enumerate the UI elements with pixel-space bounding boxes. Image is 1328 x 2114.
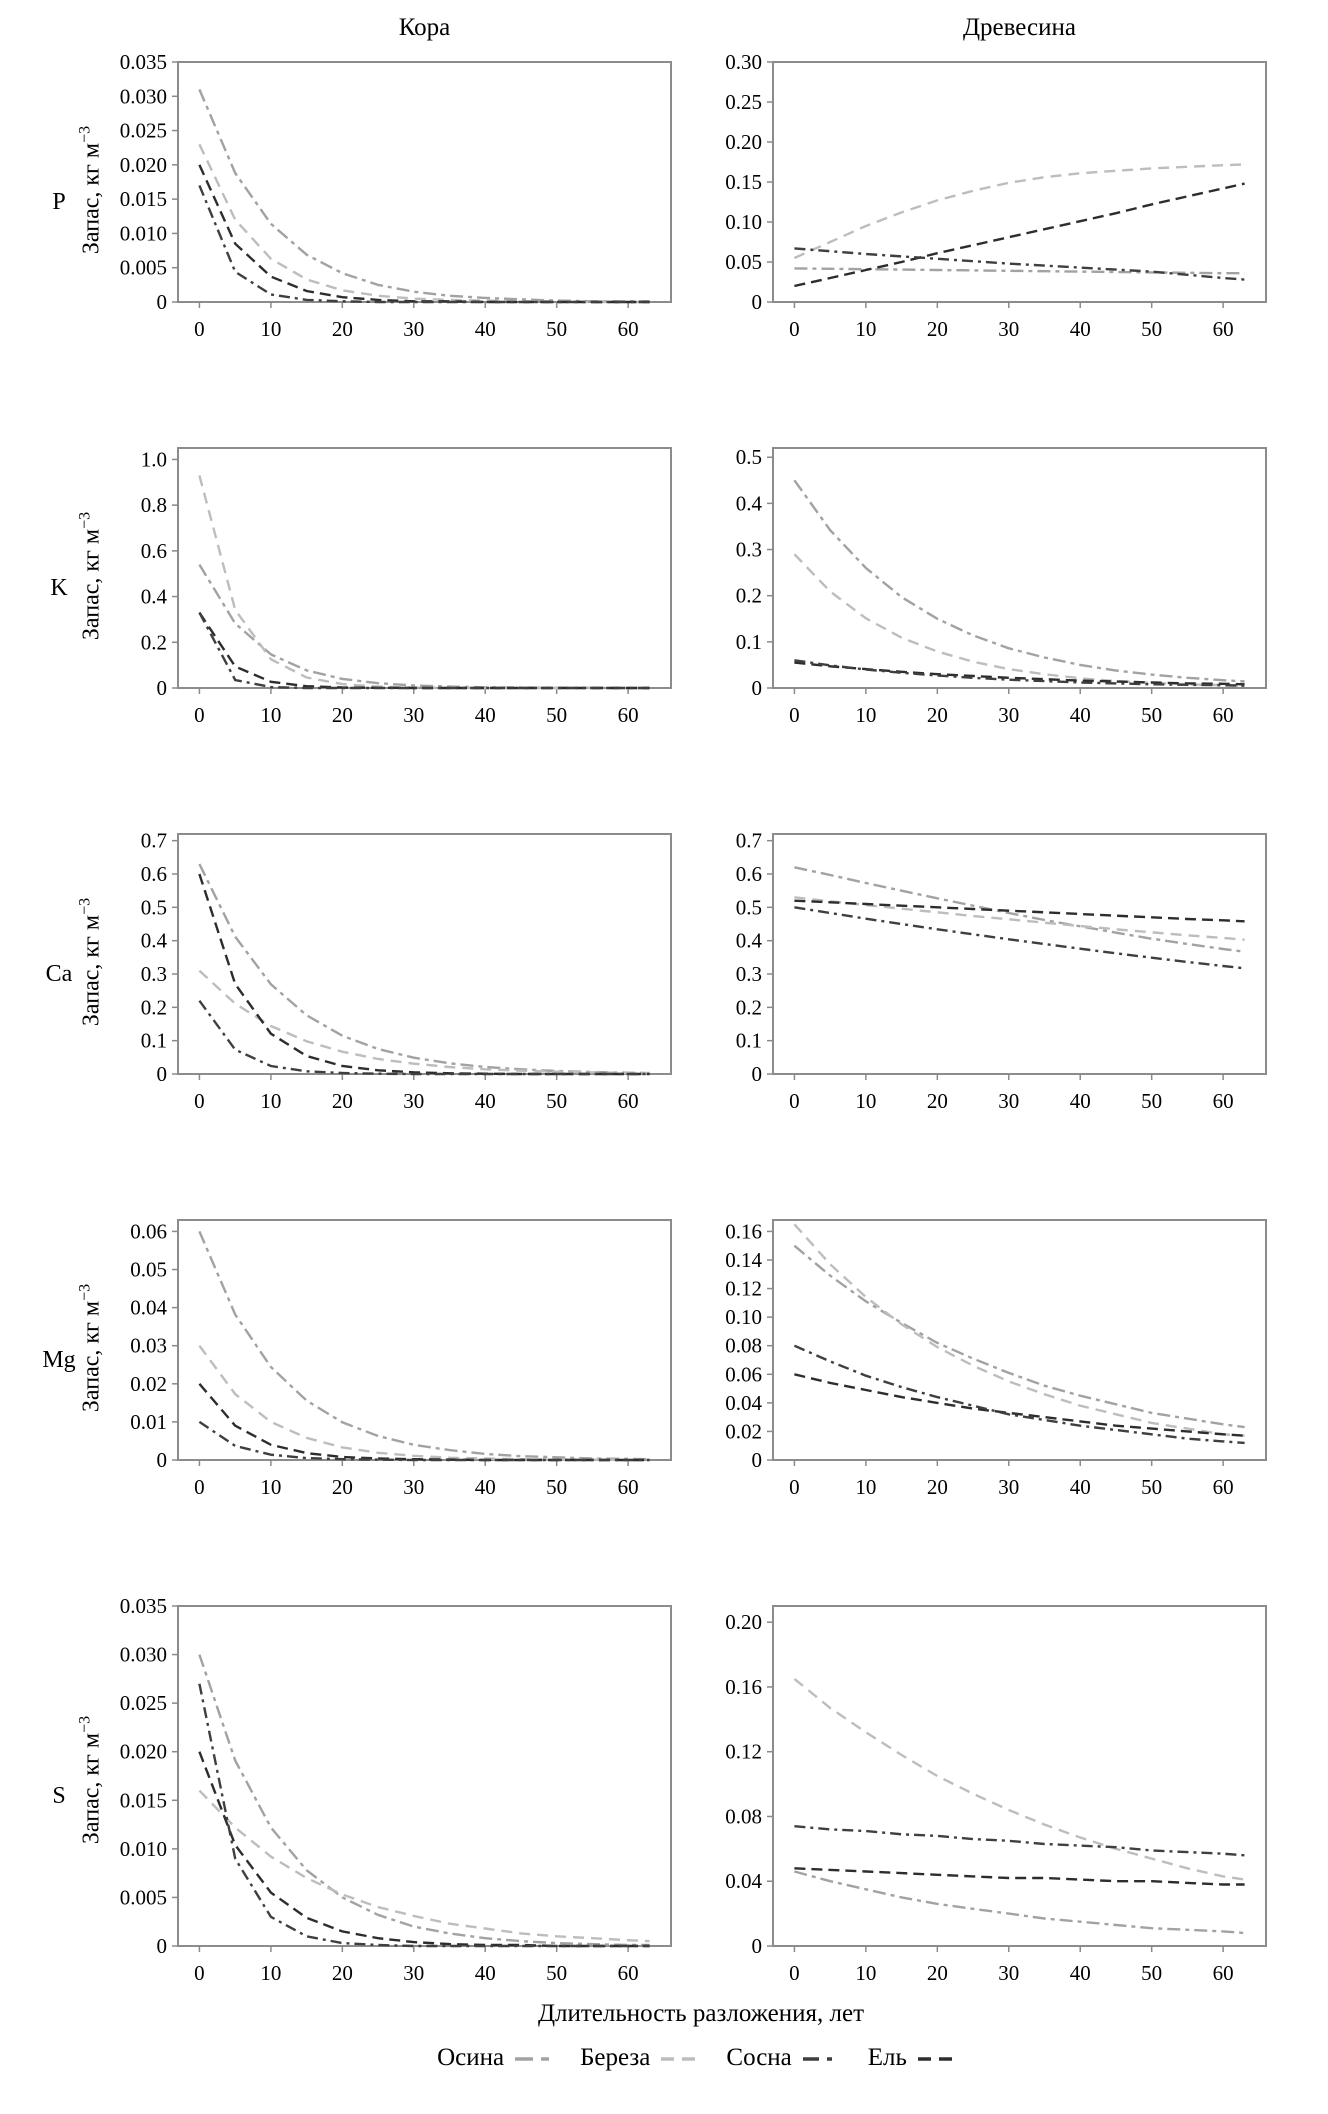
y-tick-label: 0.08 xyxy=(725,1804,762,1829)
legend-label-aspen: Осина xyxy=(437,2044,505,2071)
x-tick-label: 10 xyxy=(855,317,877,341)
y-tick-label: 0.4 xyxy=(735,928,762,953)
y-axis-label-text: Запас, кг м xyxy=(78,529,105,641)
y-axis-label-exponent: −3 xyxy=(76,1284,94,1302)
y-tick-label: 0.5 xyxy=(735,445,762,470)
plot-border xyxy=(178,834,671,1074)
y-tick-label: 0.05 xyxy=(130,1257,167,1282)
row-label-s: S xyxy=(52,1782,66,1809)
y-tick-label: 0.2 xyxy=(735,995,762,1020)
x-tick-label: 20 xyxy=(331,1089,353,1113)
legend-line-aspen xyxy=(514,2051,562,2065)
x-tick-label: 40 xyxy=(474,703,496,727)
y-tick-label: 0.7 xyxy=(735,828,762,853)
series-pine xyxy=(199,1684,649,1946)
y-tick-label: 0 xyxy=(156,1448,167,1472)
plot-border xyxy=(773,1220,1266,1460)
y-tick-label: 0.12 xyxy=(725,1276,762,1301)
x-tick-label: 20 xyxy=(331,1961,353,1985)
y-tick-label: 0 xyxy=(751,1448,762,1472)
series-pine xyxy=(794,1826,1244,1855)
y-tick-label: 0 xyxy=(751,290,762,314)
series-birch xyxy=(794,1224,1244,1435)
column-titles xyxy=(106,14,1328,54)
x-tick-label: 10 xyxy=(855,1961,877,1985)
series-spruce xyxy=(199,874,649,1074)
y-axis-label xyxy=(77,898,106,1026)
series-birch xyxy=(199,475,649,688)
plot-row-k xyxy=(42,440,1328,736)
x-tick-label: 40 xyxy=(1069,1961,1091,1985)
x-tick-label: 50 xyxy=(1141,1475,1163,1499)
y-tick-label: 0.005 xyxy=(119,255,167,280)
x-tick-label: 40 xyxy=(1069,703,1091,727)
series-birch xyxy=(199,144,649,302)
x-tick-label: 60 xyxy=(1212,317,1234,341)
y-tick-label: 0.020 xyxy=(119,152,167,177)
x-tick-label: 30 xyxy=(403,703,425,727)
series-aspen xyxy=(199,864,649,1073)
y-axis-label-wrap xyxy=(76,440,106,736)
plot-ca-wood xyxy=(701,826,1276,1122)
y-tick-label: 0 xyxy=(156,1062,167,1086)
x-tick-label: 50 xyxy=(546,1089,568,1113)
plot-p-wood xyxy=(701,54,1276,350)
x-tick-label: 30 xyxy=(998,703,1020,727)
x-tick-label: 30 xyxy=(403,1089,425,1113)
y-tick-label: 0 xyxy=(156,290,167,314)
plot-border xyxy=(773,1606,1266,1946)
x-tick-label: 0 xyxy=(789,703,800,727)
y-tick-label: 0.1 xyxy=(735,629,762,654)
x-tick-label: 60 xyxy=(617,1475,639,1499)
x-tick-label: 0 xyxy=(194,1961,205,1985)
row-label-ca: Ca xyxy=(45,960,73,987)
y-tick-label: 0.08 xyxy=(725,1333,762,1358)
y-tick-label: 0.04 xyxy=(725,1390,762,1415)
x-tick-label: 0 xyxy=(789,1475,800,1499)
legend xyxy=(106,2044,1296,2072)
y-tick-label: 0.2 xyxy=(735,583,762,608)
y-tick-label: 0.25 xyxy=(725,90,762,114)
y-tick-label: 0.025 xyxy=(119,118,167,143)
series-aspen xyxy=(199,89,649,301)
y-tick-label: 0.020 xyxy=(119,1739,167,1764)
y-tick-label: 0 xyxy=(156,1934,167,1958)
y-tick-label: 0.5 xyxy=(140,895,167,920)
y-tick-label: 0.3 xyxy=(735,537,762,562)
series-spruce xyxy=(199,165,649,302)
y-tick-label: 0 xyxy=(751,676,762,700)
x-tick-label: 50 xyxy=(1141,1961,1163,1985)
y-tick-label: 0.20 xyxy=(725,130,762,154)
plot-k-wood xyxy=(701,440,1276,736)
series-aspen xyxy=(199,565,649,688)
y-tick-label: 0.05 xyxy=(725,250,762,274)
series-pine xyxy=(794,907,1244,968)
plot-border xyxy=(773,834,1266,1074)
series-pine xyxy=(199,1001,649,1074)
y-axis-label xyxy=(77,1284,106,1412)
x-tick-label: 30 xyxy=(998,1089,1020,1113)
x-tick-label: 20 xyxy=(926,1475,948,1499)
x-tick-label: 40 xyxy=(1069,317,1091,341)
series-spruce xyxy=(794,1868,1244,1884)
series-spruce xyxy=(199,1752,649,1946)
x-tick-label: 50 xyxy=(1141,317,1163,341)
y-axis-label-text: Запас, кг м xyxy=(78,915,105,1027)
x-tick-label: 10 xyxy=(260,317,282,341)
series-aspen xyxy=(199,1655,649,1945)
x-tick-label: 10 xyxy=(855,1475,877,1499)
plot-mg-wood xyxy=(701,1212,1276,1508)
plot-row-mg xyxy=(42,1212,1328,1508)
x-tick-label: 10 xyxy=(260,1961,282,1985)
x-tick-label: 60 xyxy=(617,317,639,341)
x-tick-label: 50 xyxy=(1141,703,1163,727)
series-pine xyxy=(794,1346,1244,1443)
y-tick-label: 0.4 xyxy=(140,928,167,953)
y-tick-label: 0.10 xyxy=(725,210,762,234)
series-aspen xyxy=(794,1246,1244,1427)
plot-s-wood xyxy=(701,1598,1276,1994)
legend-line-spruce xyxy=(917,2051,965,2065)
plot-s-bark xyxy=(106,1598,681,1994)
series-birch xyxy=(794,164,1244,258)
y-tick-label: 0 xyxy=(751,1934,762,1958)
x-tick-label: 60 xyxy=(617,1089,639,1113)
plot-ca-bark xyxy=(106,826,681,1122)
y-tick-label: 0.015 xyxy=(119,187,167,212)
x-tick-label: 30 xyxy=(998,1961,1020,1985)
y-axis-label-exponent: −3 xyxy=(76,512,94,530)
y-tick-label: 0 xyxy=(751,1062,762,1086)
x-axis-label: Длительность разложения, лет xyxy=(537,2000,865,2027)
y-tick-label: 0.16 xyxy=(725,1219,762,1244)
x-tick-label: 50 xyxy=(546,703,568,727)
column-title-bark: Кора xyxy=(398,14,451,41)
y-axis-label-exponent: −3 xyxy=(76,898,94,916)
y-tick-label: 0.06 xyxy=(130,1219,167,1244)
y-axis-label-wrap xyxy=(76,1598,106,1994)
x-tick-label: 60 xyxy=(1212,1089,1234,1113)
figure xyxy=(42,14,1328,2072)
y-tick-label: 0.2 xyxy=(140,995,167,1020)
x-tick-label: 20 xyxy=(926,1961,948,1985)
y-tick-label: 0.20 xyxy=(725,1610,762,1635)
y-axis-label-text: Запас, кг м xyxy=(78,1733,105,1845)
x-tick-label: 40 xyxy=(474,1089,496,1113)
x-tick-label: 60 xyxy=(1212,703,1234,727)
x-tick-label: 0 xyxy=(789,1089,800,1113)
y-axis-label-exponent: −3 xyxy=(76,1716,94,1734)
y-tick-label: 0.010 xyxy=(119,1836,167,1861)
x-tick-label: 20 xyxy=(926,703,948,727)
x-tick-label: 40 xyxy=(474,1475,496,1499)
plot-border xyxy=(178,62,671,302)
x-tick-label: 50 xyxy=(546,1475,568,1499)
y-tick-label: 0.6 xyxy=(140,538,167,563)
y-tick-label: 0.005 xyxy=(119,1885,167,1910)
plot-grid xyxy=(42,54,1328,1994)
y-tick-label: 0 xyxy=(156,676,167,700)
row-label-p: P xyxy=(52,188,66,215)
y-axis-label-exponent: −3 xyxy=(76,126,94,144)
y-tick-label: 0.10 xyxy=(725,1305,762,1330)
y-tick-label: 0.12 xyxy=(725,1739,762,1764)
x-tick-label: 50 xyxy=(546,1961,568,1985)
series-pine xyxy=(794,660,1244,685)
y-tick-label: 0.02 xyxy=(130,1371,167,1396)
series-pine xyxy=(199,1422,649,1460)
y-tick-label: 0.5 xyxy=(735,895,762,920)
series-spruce xyxy=(794,1374,1244,1435)
y-tick-label: 0.6 xyxy=(735,862,762,886)
y-tick-label: 0.8 xyxy=(140,493,167,518)
y-tick-label: 0.14 xyxy=(725,1248,762,1272)
x-tick-label: 30 xyxy=(403,317,425,341)
series-birch xyxy=(794,554,1244,686)
legend-item-spruce xyxy=(868,2044,965,2072)
y-tick-label: 0.035 xyxy=(119,1598,167,1618)
y-tick-label: 0.30 xyxy=(725,54,762,74)
legend-label-pine: Сосна xyxy=(726,2044,792,2071)
y-tick-label: 0.16 xyxy=(725,1674,762,1699)
series-pine xyxy=(199,185,649,302)
y-tick-label: 0.010 xyxy=(119,221,167,246)
y-axis-label-text: Запас, кг м xyxy=(78,143,105,255)
series-birch xyxy=(199,1791,649,1942)
y-axis-label xyxy=(77,126,106,254)
legend-line-pine xyxy=(802,2051,850,2065)
y-tick-label: 0.15 xyxy=(725,170,762,194)
plot-p-bark xyxy=(106,54,681,350)
series-aspen xyxy=(199,1231,649,1459)
plot-row-p xyxy=(42,54,1328,350)
series-aspen xyxy=(794,867,1244,951)
y-tick-label: 0.01 xyxy=(130,1409,167,1434)
x-tick-label: 20 xyxy=(331,1475,353,1499)
y-axis-label xyxy=(77,512,106,640)
x-tick-label: 30 xyxy=(403,1475,425,1499)
y-tick-label: 0.030 xyxy=(119,1642,167,1667)
series-pine xyxy=(794,248,1244,279)
y-tick-label: 0.2 xyxy=(140,630,167,655)
x-tick-label: 60 xyxy=(617,1961,639,1985)
y-tick-label: 0.03 xyxy=(130,1333,167,1358)
legend-item-birch xyxy=(580,2044,708,2072)
y-tick-label: 0.015 xyxy=(119,1788,167,1813)
x-tick-label: 20 xyxy=(331,703,353,727)
plot-mg-bark xyxy=(106,1212,681,1508)
series-aspen xyxy=(794,480,1244,681)
x-tick-label: 20 xyxy=(926,317,948,341)
plot-border xyxy=(178,448,671,688)
x-tick-label: 30 xyxy=(998,317,1020,341)
y-tick-label: 0.04 xyxy=(130,1295,167,1320)
legend-item-aspen xyxy=(437,2044,562,2072)
row-label-mg: Mg xyxy=(42,1346,76,1373)
x-tick-label: 0 xyxy=(194,703,205,727)
legend-label-spruce: Ель xyxy=(867,2044,907,2071)
y-axis-label-text: Запас, кг м xyxy=(78,1301,105,1413)
x-tick-label: 10 xyxy=(855,1089,877,1113)
x-tick-label: 10 xyxy=(260,703,282,727)
x-tick-label: 50 xyxy=(546,317,568,341)
x-tick-label: 40 xyxy=(474,1961,496,1985)
x-tick-label: 40 xyxy=(1069,1089,1091,1113)
x-tick-label: 60 xyxy=(617,703,639,727)
y-tick-label: 0.7 xyxy=(140,828,167,853)
y-tick-label: 0.1 xyxy=(140,1028,167,1053)
y-tick-label: 0.4 xyxy=(140,584,167,609)
x-tick-label: 20 xyxy=(331,317,353,341)
y-tick-label: 0.3 xyxy=(140,962,167,986)
y-tick-label: 0.035 xyxy=(119,54,167,74)
y-tick-label: 1.0 xyxy=(140,447,167,472)
x-tick-label: 10 xyxy=(260,1475,282,1499)
x-tick-label: 0 xyxy=(789,317,800,341)
x-tick-label: 10 xyxy=(855,703,877,727)
x-tick-label: 60 xyxy=(1212,1961,1234,1985)
legend-line-birch xyxy=(660,2051,708,2065)
y-axis-label-wrap xyxy=(76,54,106,350)
x-tick-label: 0 xyxy=(789,1961,800,1985)
x-tick-label: 30 xyxy=(998,1475,1020,1499)
column-title-wood: Древесина xyxy=(963,14,1076,41)
y-tick-label: 0.4 xyxy=(735,491,762,516)
x-tick-label: 30 xyxy=(403,1961,425,1985)
y-tick-label: 0.04 xyxy=(725,1869,762,1894)
y-axis-label xyxy=(77,1716,106,1844)
row-label-k: K xyxy=(50,574,68,601)
x-tick-label: 0 xyxy=(194,1089,205,1113)
plot-k-bark xyxy=(106,440,681,736)
y-tick-label: 0.1 xyxy=(735,1028,762,1053)
x-tick-label: 0 xyxy=(194,317,205,341)
y-axis-label-wrap xyxy=(76,1212,106,1508)
x-tick-label: 50 xyxy=(1141,1089,1163,1113)
x-tick-label: 40 xyxy=(1069,1475,1091,1499)
y-tick-label: 0.030 xyxy=(119,84,167,109)
x-tick-label: 10 xyxy=(260,1089,282,1113)
y-tick-label: 0.02 xyxy=(725,1419,762,1444)
plot-border xyxy=(178,1606,671,1946)
y-axis-label-wrap xyxy=(76,826,106,1122)
y-tick-label: 0.3 xyxy=(735,962,762,986)
series-aspen xyxy=(794,1872,1244,1934)
plot-row-ca xyxy=(42,826,1328,1122)
series-birch xyxy=(199,971,649,1073)
x-tick-label: 0 xyxy=(194,1475,205,1499)
x-tick-label: 20 xyxy=(926,1089,948,1113)
x-tick-label: 60 xyxy=(1212,1475,1234,1499)
legend-item-pine xyxy=(726,2044,849,2072)
series-spruce xyxy=(199,1384,649,1460)
series-birch xyxy=(794,1679,1244,1880)
series-spruce xyxy=(794,901,1244,922)
y-tick-label: 0.6 xyxy=(140,862,167,886)
legend-label-birch: Береза xyxy=(580,2044,651,2071)
x-tick-label: 40 xyxy=(474,317,496,341)
plot-row-s xyxy=(42,1598,1328,1994)
y-tick-label: 0.025 xyxy=(119,1691,167,1716)
y-tick-label: 0.06 xyxy=(725,1362,762,1387)
